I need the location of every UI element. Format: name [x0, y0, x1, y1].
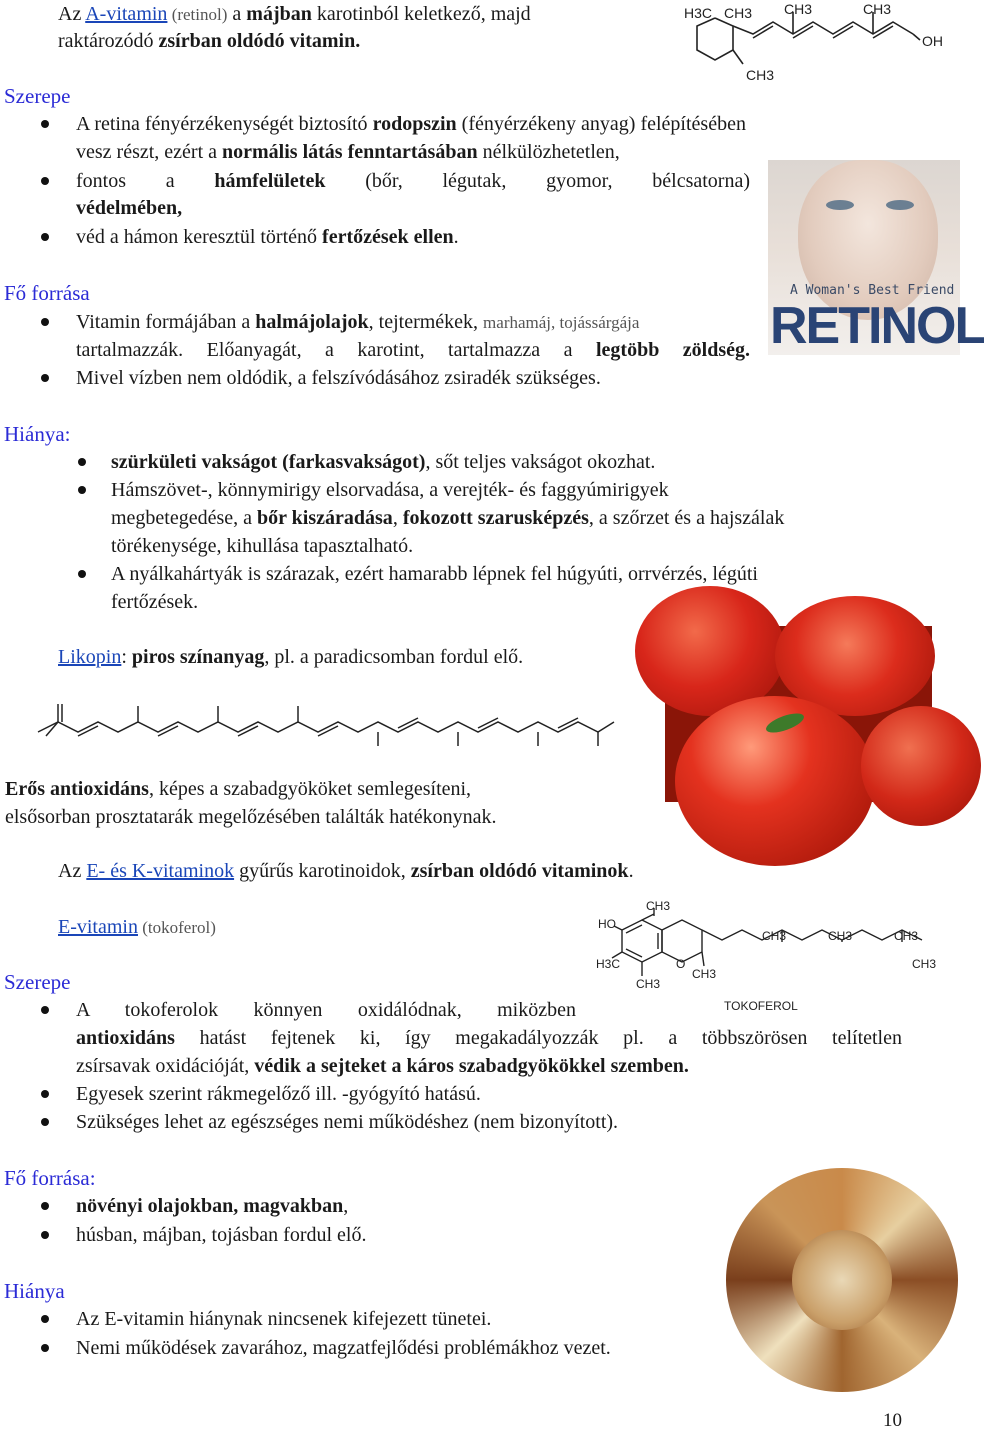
ch3-label: CH3	[912, 957, 937, 971]
bold-text: szürkületi vakságot (farkasvakságot)	[111, 451, 426, 473]
text: ,	[392, 507, 403, 529]
bold-text: antioxidáns	[76, 1027, 175, 1049]
eye-icon	[886, 200, 914, 210]
bullet	[41, 1231, 49, 1239]
text: fontos a	[76, 170, 215, 192]
bold-text: rodopszin	[372, 113, 457, 135]
ch3-label: CH3	[762, 929, 787, 943]
text: tartalmazzák. Előanyagát, a karotint, tartalmazza a	[76, 339, 596, 361]
text: , képes a szabadgyököket semlegesíteni,	[148, 778, 472, 800]
bold-text: bőr kiszáradása	[257, 507, 393, 529]
eye-icon	[826, 200, 854, 210]
tocopherol-structure-diagram	[592, 896, 942, 1016]
bullet	[41, 1118, 49, 1126]
hianya-bullet-2-line-3: törékenysége, kihullása tapasztalható.	[111, 535, 414, 557]
retinol-structure-diagram	[680, 0, 955, 85]
text: , tejtermékek,	[368, 311, 484, 333]
likopin-link[interactable]: Likopin	[58, 646, 122, 668]
bullet	[41, 318, 49, 326]
ch3-label: CH3	[646, 899, 671, 913]
bold-text: zsírban oldódó vitaminok	[410, 860, 629, 882]
hianya-heading: Hiánya:	[4, 422, 71, 446]
hianya-bullet-3-line-1: A nyálkahártyák is szárazak, ezért hamarabb lépnek fel húgyúti, orrvérzés, légúti	[111, 563, 758, 585]
hianya2-bullet-2: Nemi működések zavarához, magzatfejlődési problémákhoz vezet.	[76, 1337, 611, 1359]
ch3-label: CH3	[828, 929, 853, 943]
retinol-face-image	[768, 160, 984, 355]
intro-bold: májban	[246, 3, 312, 25]
text: , a szőrzet és a hajszálak	[588, 507, 785, 529]
intro-line-2	[58, 27, 360, 55]
text: megbetegedése, a	[111, 507, 258, 529]
text: .	[628, 860, 634, 882]
forrasa-bullet-2: Mivel vízben nem oldódik, a felszívódásához zsiradék szükséges.	[76, 367, 601, 389]
bullet	[78, 570, 86, 578]
ch3-label: CH3	[746, 67, 775, 83]
bold-text: védik a sejteket a káros szabadgyökökkel szemben.	[254, 1055, 689, 1077]
szerepe2-bullet-2: Egyesek szerint rákmegelőző ill. -gyógyító hatású.	[76, 1083, 481, 1105]
bold-text: fertőzések ellen	[322, 226, 454, 248]
text: hatást fejtenek ki, így megakadályozzák pl. a többszörösen telítetlen	[174, 1027, 902, 1049]
bullet	[41, 374, 49, 382]
bold-text: hámfelületek	[214, 170, 326, 192]
ek-vitamin-line	[58, 857, 634, 885]
nuts-image	[726, 1168, 958, 1392]
hianya-heading: Hiánya	[4, 1279, 65, 1303]
tomato-image	[665, 626, 932, 802]
szerepe-bullet-1-line-2	[76, 138, 620, 166]
szerepe2-bullet-1-line-1: A tokoferolok könnyen oxidálódnak, miközben	[76, 999, 576, 1021]
oh-label: OH	[922, 33, 943, 49]
bullet	[78, 458, 86, 466]
retinol-tagline: A Woman's Best Friend	[790, 283, 955, 298]
intro-text: Az	[58, 3, 86, 25]
intro-text: raktározódó	[58, 30, 159, 52]
szerepe-bullet-2-line-2	[76, 194, 182, 222]
intro-line-1	[58, 0, 531, 29]
tomato	[861, 706, 981, 826]
bold-text: fokozott szarusképzés	[402, 507, 589, 529]
ch3-label: CH3	[724, 5, 753, 21]
antiox-line-2: elsősorban prosztatarák megelőzésében találták hatékonynak.	[5, 806, 497, 828]
hianya-bullet-2-line-2	[111, 504, 784, 532]
szerepe2-bullet-3: Szükséges lehet az egészséges nemi működéshez (nem bizonyított).	[76, 1111, 619, 1133]
e-vitamin-link[interactable]: E-vitamin	[58, 916, 138, 938]
ch3-label: CH3	[636, 977, 661, 991]
text: vesz részt, ezért a	[76, 141, 223, 163]
bullet	[41, 233, 49, 241]
ch3-label: CH3	[692, 967, 717, 981]
text: , pl. a paradicsomban fordul elő.	[264, 646, 524, 668]
text: :	[121, 646, 132, 668]
szerepe-heading: Szerepe	[4, 84, 71, 108]
szerepe-bullet-3	[76, 223, 459, 251]
text: ,	[343, 1195, 349, 1217]
text: A retina fényérzékenységét biztosító	[76, 113, 373, 135]
hianya-bullet-1	[111, 448, 655, 476]
szerepe2-bullet-1-line-3	[76, 1052, 689, 1080]
bold-text: növényi olajokban, magvakban	[76, 1195, 344, 1217]
bullet	[41, 1090, 49, 1098]
bold-text: legtöbb zöldség.	[595, 339, 751, 361]
text: véd a hámon keresztül történő	[76, 226, 323, 248]
forrasa2-bullet-2: húsban, májban, tojásban fordul elő.	[76, 1224, 367, 1246]
text: nélkülözhetetlen,	[477, 141, 620, 163]
retinol-word: RETINOL	[770, 297, 984, 355]
bullet	[41, 1006, 49, 1014]
szerepe-heading: Szerepe	[4, 970, 71, 994]
fo-forrasa-heading: Fő forrása	[4, 281, 90, 305]
bold-text: védelmében,	[76, 197, 183, 219]
text: gyűrűs karotinoidok,	[234, 860, 411, 882]
ek-vitamin-link[interactable]: E- és K-vitaminok	[86, 860, 235, 882]
tokoferol-label: TOKOFEROL	[724, 999, 798, 1013]
page-number: 10	[883, 1410, 902, 1431]
szerepe-bullet-1-line-1	[76, 110, 746, 138]
antiox-line-1	[5, 775, 471, 803]
ch3-label: CH3	[784, 1, 813, 17]
bullet	[78, 486, 86, 494]
o-label: O	[676, 957, 686, 971]
text: Vitamin formájában a	[76, 311, 256, 333]
e-vitamin-title	[58, 913, 216, 942]
hianya2-bullet-1: Az E-vitamin hiánynak nincsenek kifejezett tünetei.	[76, 1308, 492, 1330]
text: .	[453, 226, 459, 248]
likopin-line	[58, 643, 523, 671]
text: (bőr, légutak, gyomor, bélcsatorna)	[325, 170, 750, 192]
intro-text: a	[227, 3, 247, 25]
intro-text: karotinból keletkező, majd	[311, 3, 531, 25]
hianya-bullet-2-line-1: Hámszövet-, könnymirigy elsorvadása, a verejték- és faggyúmirigyek	[111, 479, 669, 501]
hianya-bullet-3-line-2: fertőzések.	[111, 591, 199, 613]
bullet	[41, 1344, 49, 1352]
bold-text: Erős antioxidáns	[5, 778, 149, 800]
bullet	[41, 1202, 49, 1210]
ho-label: HO	[598, 917, 616, 931]
a-vitamin-link[interactable]: A-vitamin	[85, 3, 168, 25]
forrasa2-bullet-1	[76, 1192, 348, 1220]
text: zsírsavak oxidációját,	[76, 1055, 255, 1077]
bullet	[41, 177, 49, 185]
lycopene-structure-diagram	[36, 700, 616, 748]
small-text: marhamáj, tojássárgája	[483, 313, 640, 332]
h3c-label: H3C	[684, 5, 713, 21]
text: , sőt teljes vakságot okozhat.	[425, 451, 656, 473]
forrasa-bullet-1-line-1	[76, 308, 639, 337]
ch3-label: CH3	[863, 1, 892, 17]
nuts-center	[792, 1230, 892, 1330]
bullet	[41, 120, 49, 128]
szerepe-bullet-2-line-1	[76, 167, 750, 195]
bold-text: halmájolajok	[255, 311, 369, 333]
h3c-label: H3C	[596, 957, 621, 971]
text: (fényérzékeny anyag) felépítésében	[456, 113, 746, 135]
ch3-label: CH3	[894, 929, 919, 943]
bold-text: normális látás fenntartásában	[222, 141, 478, 163]
bullet	[41, 1315, 49, 1323]
intro-bold: zsírban oldódó vitamin.	[158, 30, 361, 52]
forrasa-bullet-1-line-2	[76, 336, 750, 364]
text: Az	[58, 860, 87, 882]
retinol-note: (retinol)	[167, 5, 228, 24]
szerepe2-bullet-1-line-2	[76, 1024, 902, 1052]
tokoferol-note: (tokoferol)	[137, 918, 216, 937]
bold-text: piros színanyag	[131, 646, 265, 668]
fo-forrasa-heading: Fő forrása:	[4, 1166, 96, 1190]
